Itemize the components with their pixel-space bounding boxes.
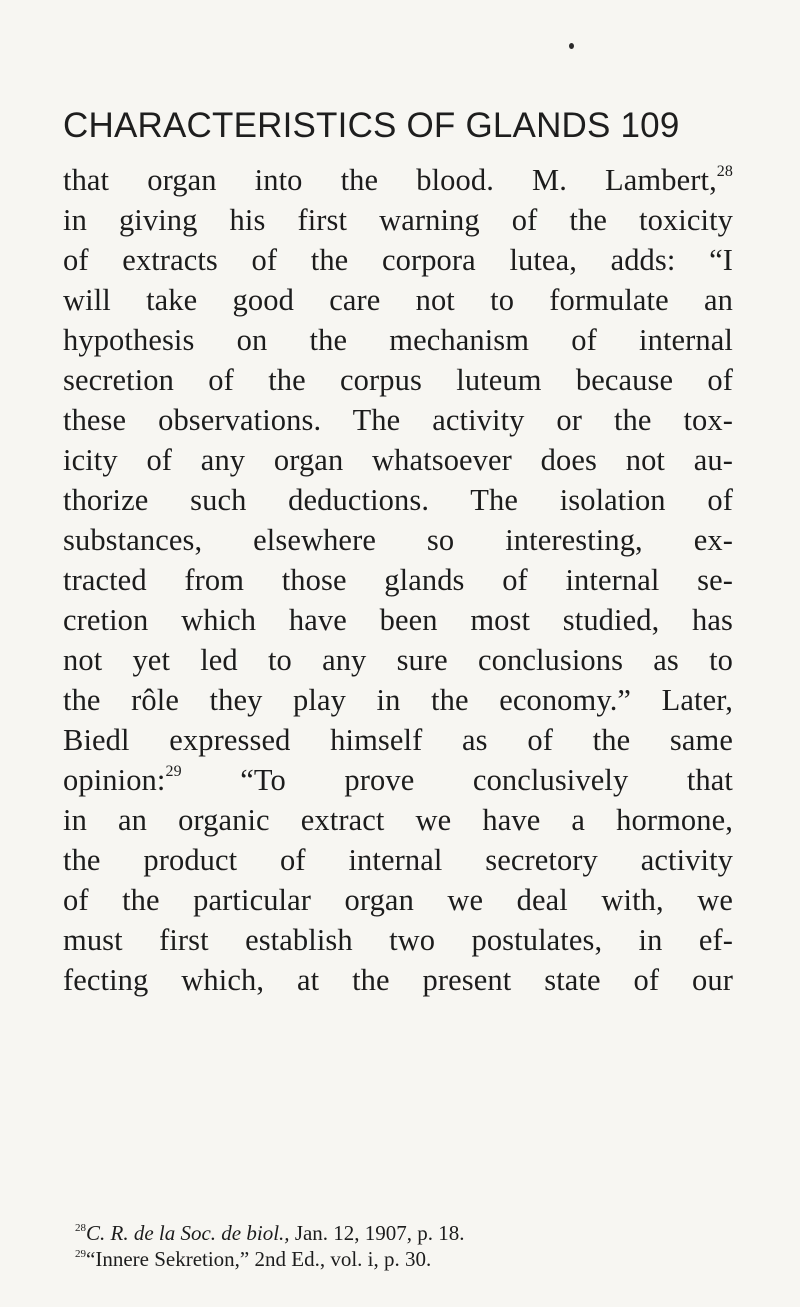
text-line: of the particular organ we deal with, we — [63, 883, 733, 917]
text-line: that organ into the blood. M. Lambert,$^{28}$ — [63, 163, 733, 197]
footnote-ref-28: 28 — [716, 163, 733, 180]
text-line: tracted from those glands of internal se- — [63, 563, 733, 597]
page-number: 109 — [620, 106, 680, 145]
text-line: fecting which, at the present state of our — [63, 963, 733, 997]
text-line: not yet led to any sure conclusions as to — [63, 643, 733, 677]
text-line: in giving his first warning of the toxicity — [63, 203, 733, 237]
text-line: thorize such deductions. The isolation of — [63, 483, 733, 517]
text-line: in an organic extract we have a hormone, — [63, 803, 733, 837]
text-line: the product of internal secretory activity — [63, 843, 733, 877]
text-line: substances, elsewhere so interesting, ex- — [63, 523, 733, 557]
footnote-29: $^{29}$“Innere Sekretion,” 2nd Ed., vol. i, p. 30. — [75, 1247, 432, 1271]
text-line: the rôle they play in the economy.” Later, — [63, 683, 733, 717]
footnote-28: $^{28}$C. R. de la Soc. de biol., Jan. 12, 1907, p. 18. — [75, 1221, 465, 1245]
text-line: must first establish two postulates, in ef- — [63, 923, 733, 957]
text-line: will take good care not to formulate an — [63, 283, 733, 317]
text-line: of extracts of the corpora lutea, adds: “I — [63, 243, 733, 277]
footnotes — [63, 1220, 733, 1272]
text-line: cretion which have been most studied, has — [63, 603, 733, 637]
ink-speck — [569, 43, 574, 49]
running-title: CHARACTERISTICS OF GLANDS — [63, 106, 611, 145]
text-line: hypothesis on the mechanism of internal — [63, 323, 733, 357]
footnote-ref-29: 29 — [165, 763, 182, 780]
text-line: Biedl expressed himself as of the same — [63, 723, 733, 757]
text-line: icity of any organ whatsoever does not au- — [63, 443, 733, 477]
body-paragraph — [63, 160, 733, 1000]
running-head — [63, 106, 733, 146]
text-line: these observations. The activity or the tox- — [63, 403, 733, 437]
text-line: secretion of the corpus luteum because of — [63, 363, 733, 397]
text-line: opinion:$^{29}$ “To prove conclusively that — [63, 763, 733, 797]
